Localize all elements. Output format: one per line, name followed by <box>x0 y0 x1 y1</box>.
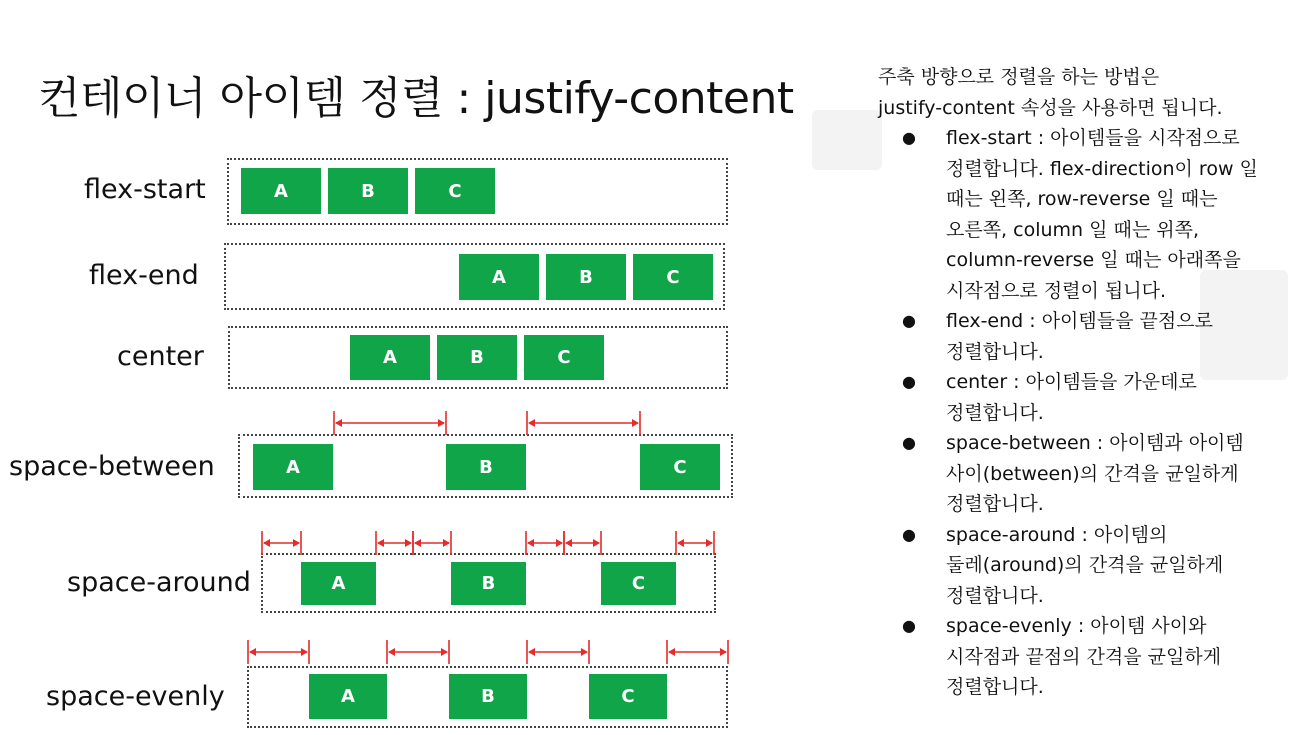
bullet-line: flex-start : 아이템들을 시작점으로 <box>946 127 1240 149</box>
gap-arrow-right-head <box>706 539 713 547</box>
gap-arrow-left-head <box>377 539 384 547</box>
bullet-line: 시작점으로 정렬이 됩니다. <box>946 279 1167 302</box>
row-label-flex-end: flex-end <box>89 260 199 291</box>
item-a: A <box>309 674 387 719</box>
gap-arrow-right-head <box>632 419 639 427</box>
gap-arrow-right-head <box>593 539 600 547</box>
gap-arrow-right-head <box>293 539 300 547</box>
gap-arrow-right-head <box>581 648 588 656</box>
gap-arrow-right-head <box>720 648 727 656</box>
item-c: C <box>415 168 495 214</box>
item-c: C <box>633 254 713 300</box>
gap-arrow-left-head <box>414 539 421 547</box>
intro-line-2: justify-content 속성을 사용하면 됩니다. <box>878 96 1223 119</box>
gap-arrow-left-head <box>249 648 256 656</box>
row-label-space-between: space-between <box>9 451 215 482</box>
row-label-space-evenly: space-evenly <box>46 681 225 712</box>
bullet-line: 정렬합니다. <box>946 676 1044 698</box>
gap-arrow-left-head <box>565 539 572 547</box>
item-b: B <box>437 335 517 380</box>
gap-arrow-right-head <box>301 648 308 656</box>
bullet-center <box>878 367 1288 428</box>
item-c: C <box>589 674 667 719</box>
gap-arrow-left-head <box>335 419 342 427</box>
item-a: A <box>350 335 430 380</box>
item-b: B <box>449 674 527 719</box>
item-a: A <box>253 444 333 490</box>
bullet-line: 정렬합니다. flex-direction이 row 일 <box>946 157 1258 180</box>
bullet-dot-icon: ● <box>902 616 916 635</box>
row-label-flex-start: flex-start <box>84 174 206 205</box>
bullet-line: space-between : 아이템과 아이템 <box>946 432 1244 454</box>
gap-arrow-left-head <box>527 539 534 547</box>
item-b: B <box>546 254 626 300</box>
bullet-line: 정렬합니다. <box>946 584 1044 607</box>
gap-arrow-right-head <box>438 419 445 427</box>
bullet-flex-end <box>878 306 1288 367</box>
gap-arrow-left-head <box>263 539 270 547</box>
bullet-line: space-around : 아이템의 <box>946 523 1168 546</box>
bullet-line: 사이(between)의 간격을 균일하게 <box>946 462 1239 485</box>
bullet-flex-start <box>878 123 1288 306</box>
bullet-list <box>878 123 1288 703</box>
bullet-dot-icon: ● <box>902 311 916 330</box>
bullet-dot-icon: ● <box>902 372 916 391</box>
bullet-line: column-reverse 일 때는 아래쪽을 <box>946 249 1241 271</box>
item-a: A <box>301 562 376 605</box>
bullet-line: 오른쪽, column 일 때는 위쪽, <box>946 218 1200 241</box>
description-panel <box>878 62 1288 703</box>
bullet-dot-icon: ● <box>902 128 916 147</box>
gap-arrow-right-head <box>405 539 412 547</box>
intro-line-1: 주축 방향으로 정렬을 하는 방법은 <box>878 66 1160 88</box>
bullet-space-evenly <box>878 611 1288 703</box>
item-b: B <box>328 168 408 214</box>
bullet-line: 정렬합니다. <box>946 340 1044 363</box>
row-label-space-around: space-around <box>67 567 251 598</box>
bullet-space-around <box>878 520 1288 612</box>
bullet-line: 둘레(around)의 간격을 균일하게 <box>946 554 1224 576</box>
gap-arrow-left-head <box>388 648 395 656</box>
item-a: A <box>459 254 539 300</box>
item-a: A <box>241 168 321 214</box>
bullet-line: flex-end : 아이템들을 끝점으로 <box>946 310 1213 332</box>
gap-arrow-right-head <box>441 648 448 656</box>
item-c: C <box>601 562 676 605</box>
row-label-center: center <box>117 341 204 372</box>
gap-arrow-left-head <box>528 648 535 656</box>
bullet-line: 시작점과 끝점의 간격을 균일하게 <box>946 645 1222 668</box>
bullet-line: space-evenly : 아이템 사이와 <box>946 615 1207 637</box>
gap-arrow-left-head <box>677 539 684 547</box>
slide-title: 컨테이너 아이템 정렬 : justify-content <box>38 73 794 124</box>
gap-arrow-left-head <box>668 648 675 656</box>
item-b: B <box>451 562 526 605</box>
item-c: C <box>640 444 720 490</box>
bullet-line: 정렬합니다. <box>946 401 1044 424</box>
item-b: B <box>446 444 526 490</box>
bullet-dot-icon: ● <box>902 524 916 544</box>
bullet-line: 때는 왼쪽, row-reverse 일 때는 <box>946 188 1218 210</box>
gap-arrow-right-head <box>443 539 450 547</box>
bullet-line: 정렬합니다. <box>946 493 1044 515</box>
item-c: C <box>524 335 604 380</box>
gap-arrow-left-head <box>528 419 535 427</box>
bullet-space-between <box>878 428 1288 520</box>
gap-arrow-right-head <box>556 539 563 547</box>
bullet-line: center : 아이템들을 가운데로 <box>946 371 1197 393</box>
bullet-dot-icon: ● <box>902 433 916 452</box>
